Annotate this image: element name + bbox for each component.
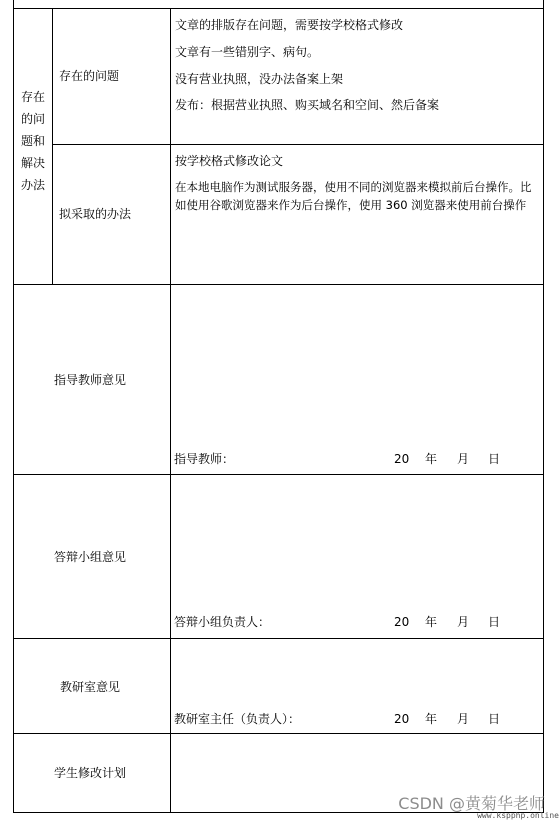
row-divider-plan	[13, 733, 544, 734]
existing-problem-line: 发布：根据营业执照、购买域名和空间、然后备案	[175, 98, 440, 112]
footer-url: www.kspphp.online	[477, 811, 559, 820]
row-divider-office	[13, 638, 544, 639]
csdn-watermark: CSDN @黄菊华老师	[398, 794, 545, 813]
office-date-month-unit: 月	[457, 712, 470, 726]
advisor-date-month-unit: 月	[457, 452, 470, 466]
column-divider-inner	[52, 8, 53, 284]
proposed-solutions-label: 拟采取的办法	[59, 207, 132, 221]
row-divider-advisor	[13, 284, 544, 285]
table-border-top	[13, 8, 544, 9]
advisor-date-day-unit: 日	[488, 452, 501, 466]
existing-problems-label: 存在的问题	[59, 69, 120, 83]
defense-date-month-unit: 月	[457, 615, 470, 629]
defense-date-day-unit: 日	[488, 615, 501, 629]
defense-opinion-label: 答辩小组意见	[54, 550, 127, 564]
office-date-day-unit: 日	[488, 712, 501, 726]
office-signer-label: 教研室主任（负责人）：	[174, 712, 301, 726]
row-divider-defense	[13, 474, 544, 475]
defense-date-year: 20	[394, 615, 410, 629]
table-border-right	[543, 0, 544, 812]
problems-section-label: 存在的问题和解决办法	[20, 90, 45, 192]
table-border-left	[13, 0, 14, 812]
existing-problem-line: 文章的排版存在问题，需要按学校格式修改	[175, 18, 404, 32]
solution-line: 在本地电脑作为测试服务器，使用不同的浏览器来模拟前后台操作。比如使用谷歌浏览器来作为后台操作，使用 360 浏览器来使用前台操作	[175, 180, 532, 212]
defense-signer-label: 答辩小组负责人：	[174, 615, 271, 629]
solution-line: 按学校格式修改论文	[175, 154, 284, 168]
column-divider-main	[170, 8, 171, 812]
office-opinion-label: 教研室意见	[60, 680, 121, 694]
advisor-date-year-unit: 年	[425, 452, 438, 466]
advisor-signer-label: 指导教师：	[174, 452, 235, 466]
row-divider-problems	[52, 144, 544, 145]
existing-problem-line: 文章有一些错别字、病句。	[175, 45, 320, 59]
office-date-year-unit: 年	[425, 712, 438, 726]
office-date-year: 20	[394, 712, 410, 726]
defense-date-year-unit: 年	[425, 615, 438, 629]
existing-problem-line: 没有营业执照，没办法备案上架	[175, 72, 344, 86]
revision-plan-label: 学生修改计划	[54, 766, 127, 780]
advisor-date-year: 20	[394, 452, 410, 466]
advisor-opinion-label: 指导教师意见	[54, 373, 127, 387]
